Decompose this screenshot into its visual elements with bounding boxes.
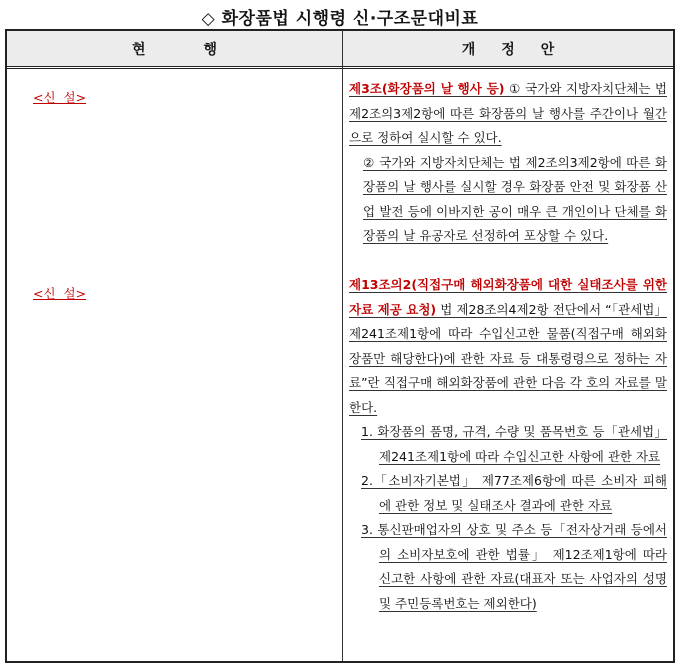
article-3-heading: 제3조(화장품의 날 행사 등) <box>349 81 505 96</box>
article-13-2-item-1: 1. 화장품의 품명, 규격, 수량 및 품목번호 등「관세법」 제241조제1항에 따라 수입신고한 사항에 관한 자료 <box>361 424 667 464</box>
article-3-para-2: ② 국가와 지방자치단체는 법 제2조의3제2항에 따른 화장품의 날 행사를 실시할 경우 화장품 안전 및 화장품 산업 발전 등에 이바지한 공이 매우 큰 개인이나 단체를 화장품의 날 유공자로 선정하여 포상할 수 있다. <box>363 154 667 243</box>
table-header <box>7 31 673 67</box>
comparison-table <box>5 29 675 663</box>
header-current: 현행 <box>131 42 276 58</box>
article-3-para-1 <box>349 77 667 151</box>
revised-article-13-2 <box>349 273 667 616</box>
article-13-2-item-3: 3. 통신판매업자의 상호 및 주소 등「전자상거래 등에서의 소비자보호에 관한 법률」 제12조제1항에 따라 신고한 사항에 관한 자료(대표자 또는 사업자의 성명 및 주민등록번호는 제외한다) <box>361 522 667 611</box>
column-divider <box>342 31 343 661</box>
article-13-2-item-2: 2.「소비자기본법」 제77조제6항에 따른 소비자 피해에 관한 정보 및 실태조사 결과에 관한 자료 <box>361 473 667 513</box>
revised-article-3 <box>349 77 667 249</box>
header-revised: 개정안 <box>461 42 581 58</box>
current-new-tag-2: <신 설> <box>33 286 87 301</box>
article-13-2-para-1-text: 법 제28조의4제2항 전단에서 “「관세법」 제241조제1항에 따라 수입신고한 물품(직접구매 해외화장품만 해당한다)에 관한 자료 등 대통령령으로 정하는 자료”란 직접구매 해외화장품에 관한 다음 각 호의 자료를 말한다. <box>349 301 667 415</box>
article-13-2-para-1 <box>349 273 667 420</box>
page-title: ◇ 화장품법 시행령 신·구조문대비표 <box>201 9 479 29</box>
current-new-tag-1: <신 설> <box>33 90 87 105</box>
article-13-2-heading: 제13조의2(직접구매 해외화장품에 대한 실태조사를 위한 자료 제공 요청) <box>349 277 667 317</box>
header-double-rule <box>7 68 673 69</box>
article-3-para-1-text: ① 국가와 지방자치단체는 법 제2조의3제2항에 따른 화장품의 날 행사를 주간이나 월간으로 정하여 실시할 수 있다. <box>349 81 667 145</box>
